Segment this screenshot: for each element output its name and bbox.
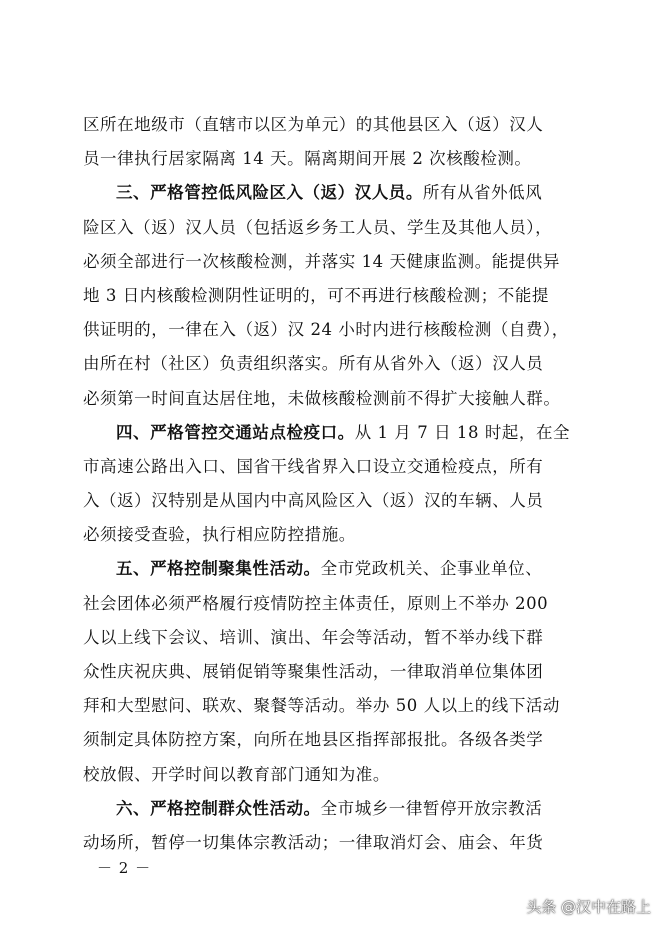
text-line	[83, 279, 583, 313]
text-line	[83, 792, 583, 826]
line-text: 全市党政机关、企事业单位、	[320, 559, 543, 579]
section-heading: 五、严格控制聚集性活动。	[116, 559, 321, 579]
text-line	[83, 176, 583, 210]
line-text: 险区入（返）汉人员（包括返乡务工人员、学生及其他人员），	[83, 217, 553, 237]
text-line	[83, 347, 583, 381]
text-line	[83, 621, 583, 655]
page-number: － 2 －	[97, 859, 152, 877]
text-line	[83, 587, 583, 621]
line-text: 必须全部进行一次核酸检测，并落实 14 天健康监测。能提供异	[83, 251, 560, 271]
line-text: 人以上线下会议、培训、演出、年会等活动，暂不举办线下群	[83, 627, 544, 647]
text-line	[83, 313, 583, 347]
text-line	[83, 758, 583, 792]
document-body	[83, 108, 583, 860]
line-text: 地 3 日内核酸检测阴性证明的，可不再进行核酸检测；不能提	[83, 285, 549, 305]
text-line	[83, 552, 583, 586]
section-heading: 四、严格管控交通站点检疫口。	[116, 422, 355, 442]
line-text: 动场所，暂停一切集体宗教活动；一律取消灯会、庙会、年货	[83, 832, 544, 852]
line-text: 全市城乡一律暂停开放宗教活	[320, 798, 543, 818]
line-text: 区所在地级市（直辖市以区为单元）的其他县区入（返）汉人	[83, 115, 544, 134]
line-text: 由所在村（社区）负责组织落实。所有从省外入（返）汉人员	[83, 354, 544, 374]
line-text: 必须接受查验，执行相应防控措施。	[83, 525, 356, 545]
line-text: 社会团体必须严格履行疫情防控主体责任，原则上不举办 200	[83, 593, 549, 613]
line-text: 所有从省外低风	[422, 183, 543, 203]
line-text: 从 1 月 7 日 18 时起，在全	[354, 422, 571, 442]
text-line	[83, 450, 583, 484]
text-line	[83, 518, 583, 552]
line-text: 市高速公路出入口、国省干线省界入口设立交通检疫点，所有	[83, 456, 544, 476]
text-line	[83, 655, 583, 689]
line-text: 供证明的，一律在入（返）汉 24 小时内进行核酸检测（自费），	[83, 320, 569, 340]
text-line	[83, 245, 583, 279]
text-line	[83, 142, 583, 176]
line-text: 必须第一时间直达居住地，未做核酸检测前不得扩大接触人群。	[83, 388, 561, 408]
line-text: 校放假、开学时间以教育部门通知为准。	[83, 764, 390, 784]
text-line	[83, 484, 583, 518]
watermark-text: 头条 @汉中在路上	[526, 898, 651, 916]
text-line	[83, 108, 583, 142]
text-line	[83, 382, 583, 416]
text-line	[83, 826, 583, 860]
section-heading: 三、严格管控低风险区入（返）汉人员。	[116, 183, 423, 203]
text-line	[83, 723, 583, 757]
line-text: 入（返）汉特别是从国内中高风险区入（返）汉的车辆、人员	[83, 491, 544, 511]
line-text: 众性庆祝庆典、展销促销等聚集性活动，一律取消单位集体团	[83, 662, 544, 681]
text-line	[83, 689, 583, 723]
text-line	[83, 416, 583, 450]
line-text: 员一律执行居家隔离 14 天。隔离期间开展 2 次核酸检测。	[83, 149, 532, 169]
text-line	[83, 211, 583, 245]
line-text: 拜和大型慰问、联欢、聚餐等活动。举办 50 人以上的线下活动	[83, 696, 560, 716]
line-text: 须制定具体防控方案，向所在地县区指挥部报批。各级各类学	[83, 730, 544, 750]
section-heading: 六、严格控制群众性活动。	[116, 798, 321, 818]
